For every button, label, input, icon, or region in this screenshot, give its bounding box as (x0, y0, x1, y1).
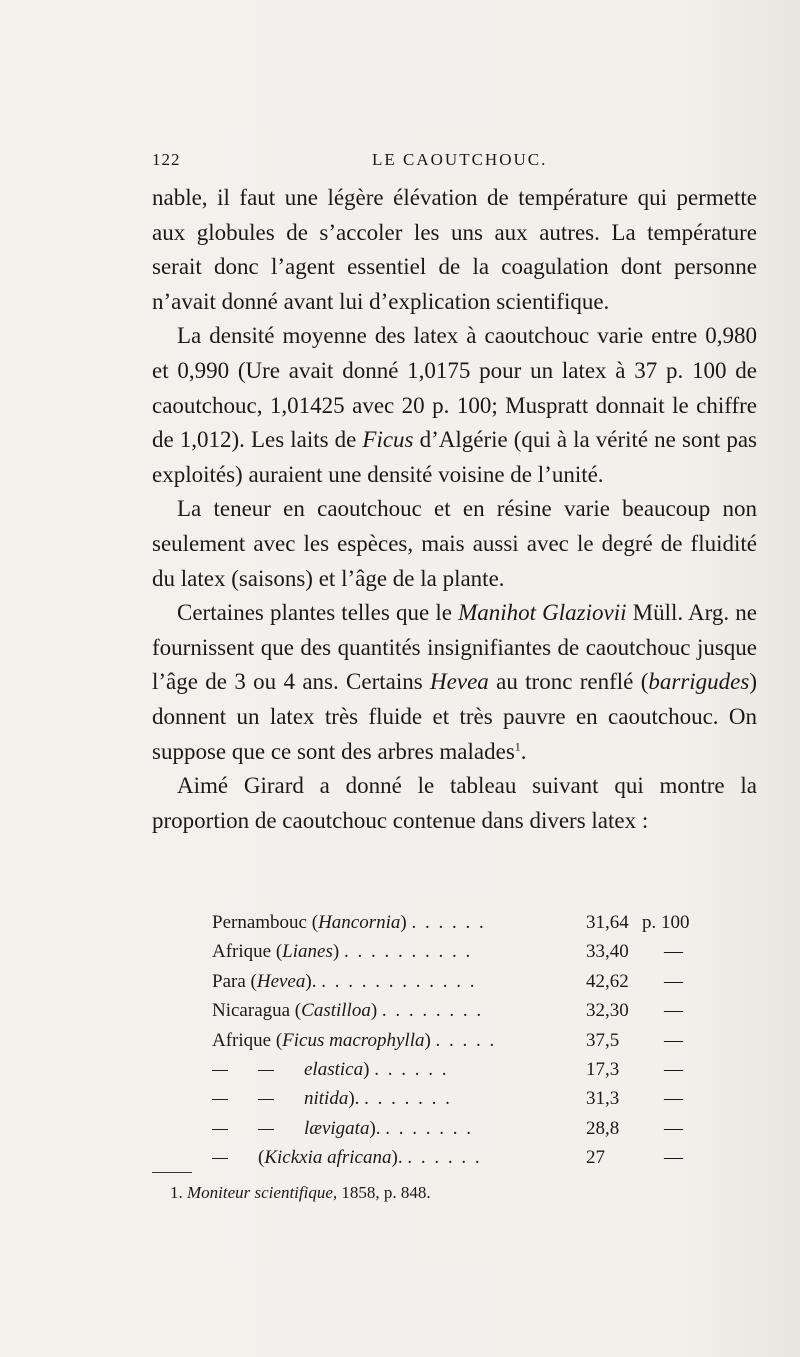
footnote (170, 1181, 730, 1205)
latex-source: Afrique (Lianes) . . . . . . . . . . (212, 941, 473, 963)
latex-source: Para (Hevea). . . . . . . . . . . . . (212, 970, 477, 992)
latex-value: 42,62 (586, 970, 629, 992)
latex-value: 27 (586, 1147, 605, 1169)
leader-dots: . . . . . . . . . . (343, 941, 473, 963)
leader-dots: . . . . . . . (385, 1117, 474, 1139)
leader-dots: . . . . . . (411, 912, 486, 933)
latex-unit: — (664, 1029, 683, 1051)
latex-source: Afrique (Ficus macrophylla) . . . . . (212, 1029, 497, 1051)
latex-source: lævigata). . . . . . . . (212, 1114, 473, 1143)
latex-value: 31,64 (586, 912, 629, 933)
table-row (212, 1084, 732, 1113)
ditto-dash (212, 1070, 228, 1071)
latex-source: Nicaragua (Castilloa) . . . . . . . . (212, 1000, 484, 1022)
footnote-source: Moniteur scientifique, (187, 1183, 338, 1202)
latex-source: nitida). . . . . . . . (212, 1084, 452, 1113)
latex-value: 33,40 (586, 941, 629, 963)
latex-proportion-table (212, 908, 732, 1173)
latex-value: 28,8 (586, 1117, 620, 1139)
ditto-dash (258, 1070, 274, 1071)
latex-value: 37,5 (586, 1029, 620, 1051)
latex-unit: — (664, 1117, 683, 1139)
footnote-ref: 1 (514, 738, 521, 753)
table-row (212, 908, 732, 937)
latex-unit: — (664, 1088, 683, 1110)
leader-dots: . . . . . . . (364, 1088, 452, 1110)
ditto-dash (212, 1099, 228, 1100)
latex-unit: — (664, 941, 683, 963)
leader-dots: . . . . . . (374, 1058, 449, 1080)
table-row (212, 1026, 732, 1055)
footnote-rule (152, 1172, 192, 1173)
latex-source: elastica) . . . . . . (212, 1055, 448, 1084)
ditto-dash (212, 1158, 228, 1159)
page-number: 122 (152, 150, 181, 169)
paragraph-5: Aimé Girard a donné le tableau suivant qui montre la proportion de caoutchouc contenue dans divers latex : (152, 773, 757, 833)
leader-dots: . . . . . . (407, 1147, 482, 1169)
leader-dots: . . . . . . . . . . . . (321, 970, 477, 992)
table-row (212, 1143, 732, 1172)
paragraph-2: La densité moyenne des latex à caoutchouc varie entre 0,980 et 0,990 (Ure avait donné 1,0175 pour un latex à 37 p. 100 de caoutchouc, 1,01425 avec 20 p. 100; Muspratt donnait le chiffre de 1,012). Les laits de Ficus d’Algérie (qui à la vérité ne sont pas exploités) auraient une densité voisine de l’unité. (152, 323, 758, 487)
body-text (152, 181, 757, 838)
leader-dots: . . . . . . . . (381, 1000, 484, 1022)
latex-value: 31,3 (586, 1088, 620, 1110)
latex-unit: p. 100 (642, 912, 690, 933)
table-row (212, 937, 732, 966)
footnote-details: 1858, p. 848. (341, 1183, 431, 1202)
leader-dots: . . . . . (435, 1029, 497, 1051)
latex-value: 32,30 (586, 1000, 629, 1022)
table-row (212, 967, 732, 996)
latex-value: 17,3 (586, 1058, 620, 1080)
ditto-dash (258, 1129, 274, 1130)
paragraph-1: nable, il faut une légère élévation de température qui permette aux globules de s’accoler les uns aux autres. La température serait donc l’agent essentiel de la coagulation dont personne n’avait donné avant lui d’explication scientifique. (152, 185, 757, 314)
table-row (212, 996, 732, 1025)
footnote-number: 1. (170, 1183, 183, 1202)
page-header (152, 150, 757, 174)
paragraph-4: Certaines plantes telles que le Manihot Glaziovii Müll. Arg. ne fournissent que des quantités insignifiantes de caoutchouc jusque l’âge de 3 ou 4 ans. Certains Hevea au tronc renflé (barrigudes) donnent un latex très fluide et très pauvre en caoutchouc. On suppose que ce sont des arbres malades$^1$. (152, 600, 757, 764)
latex-source: (Kickxia africana). . . . . . . (212, 1143, 482, 1172)
ditto-dash (258, 1099, 274, 1100)
paragraph-3: La teneur en caoutchouc et en résine varie beaucoup non seulement avec les espèces, mais aussi avec le degré de fluidité du latex (saisons) et l’âge de la plante. (152, 496, 757, 591)
running-head: LE CAOUTCHOUC. (372, 150, 548, 169)
latex-unit: — (664, 1058, 683, 1080)
latex-unit: — (664, 1147, 683, 1169)
table-row (212, 1055, 732, 1084)
latex-source: Pernambouc (Hancornia) . . . . . . (212, 912, 486, 933)
table-row (212, 1114, 732, 1143)
ditto-dash (212, 1129, 228, 1130)
latex-unit: — (664, 1000, 683, 1022)
latex-unit: — (664, 970, 683, 992)
